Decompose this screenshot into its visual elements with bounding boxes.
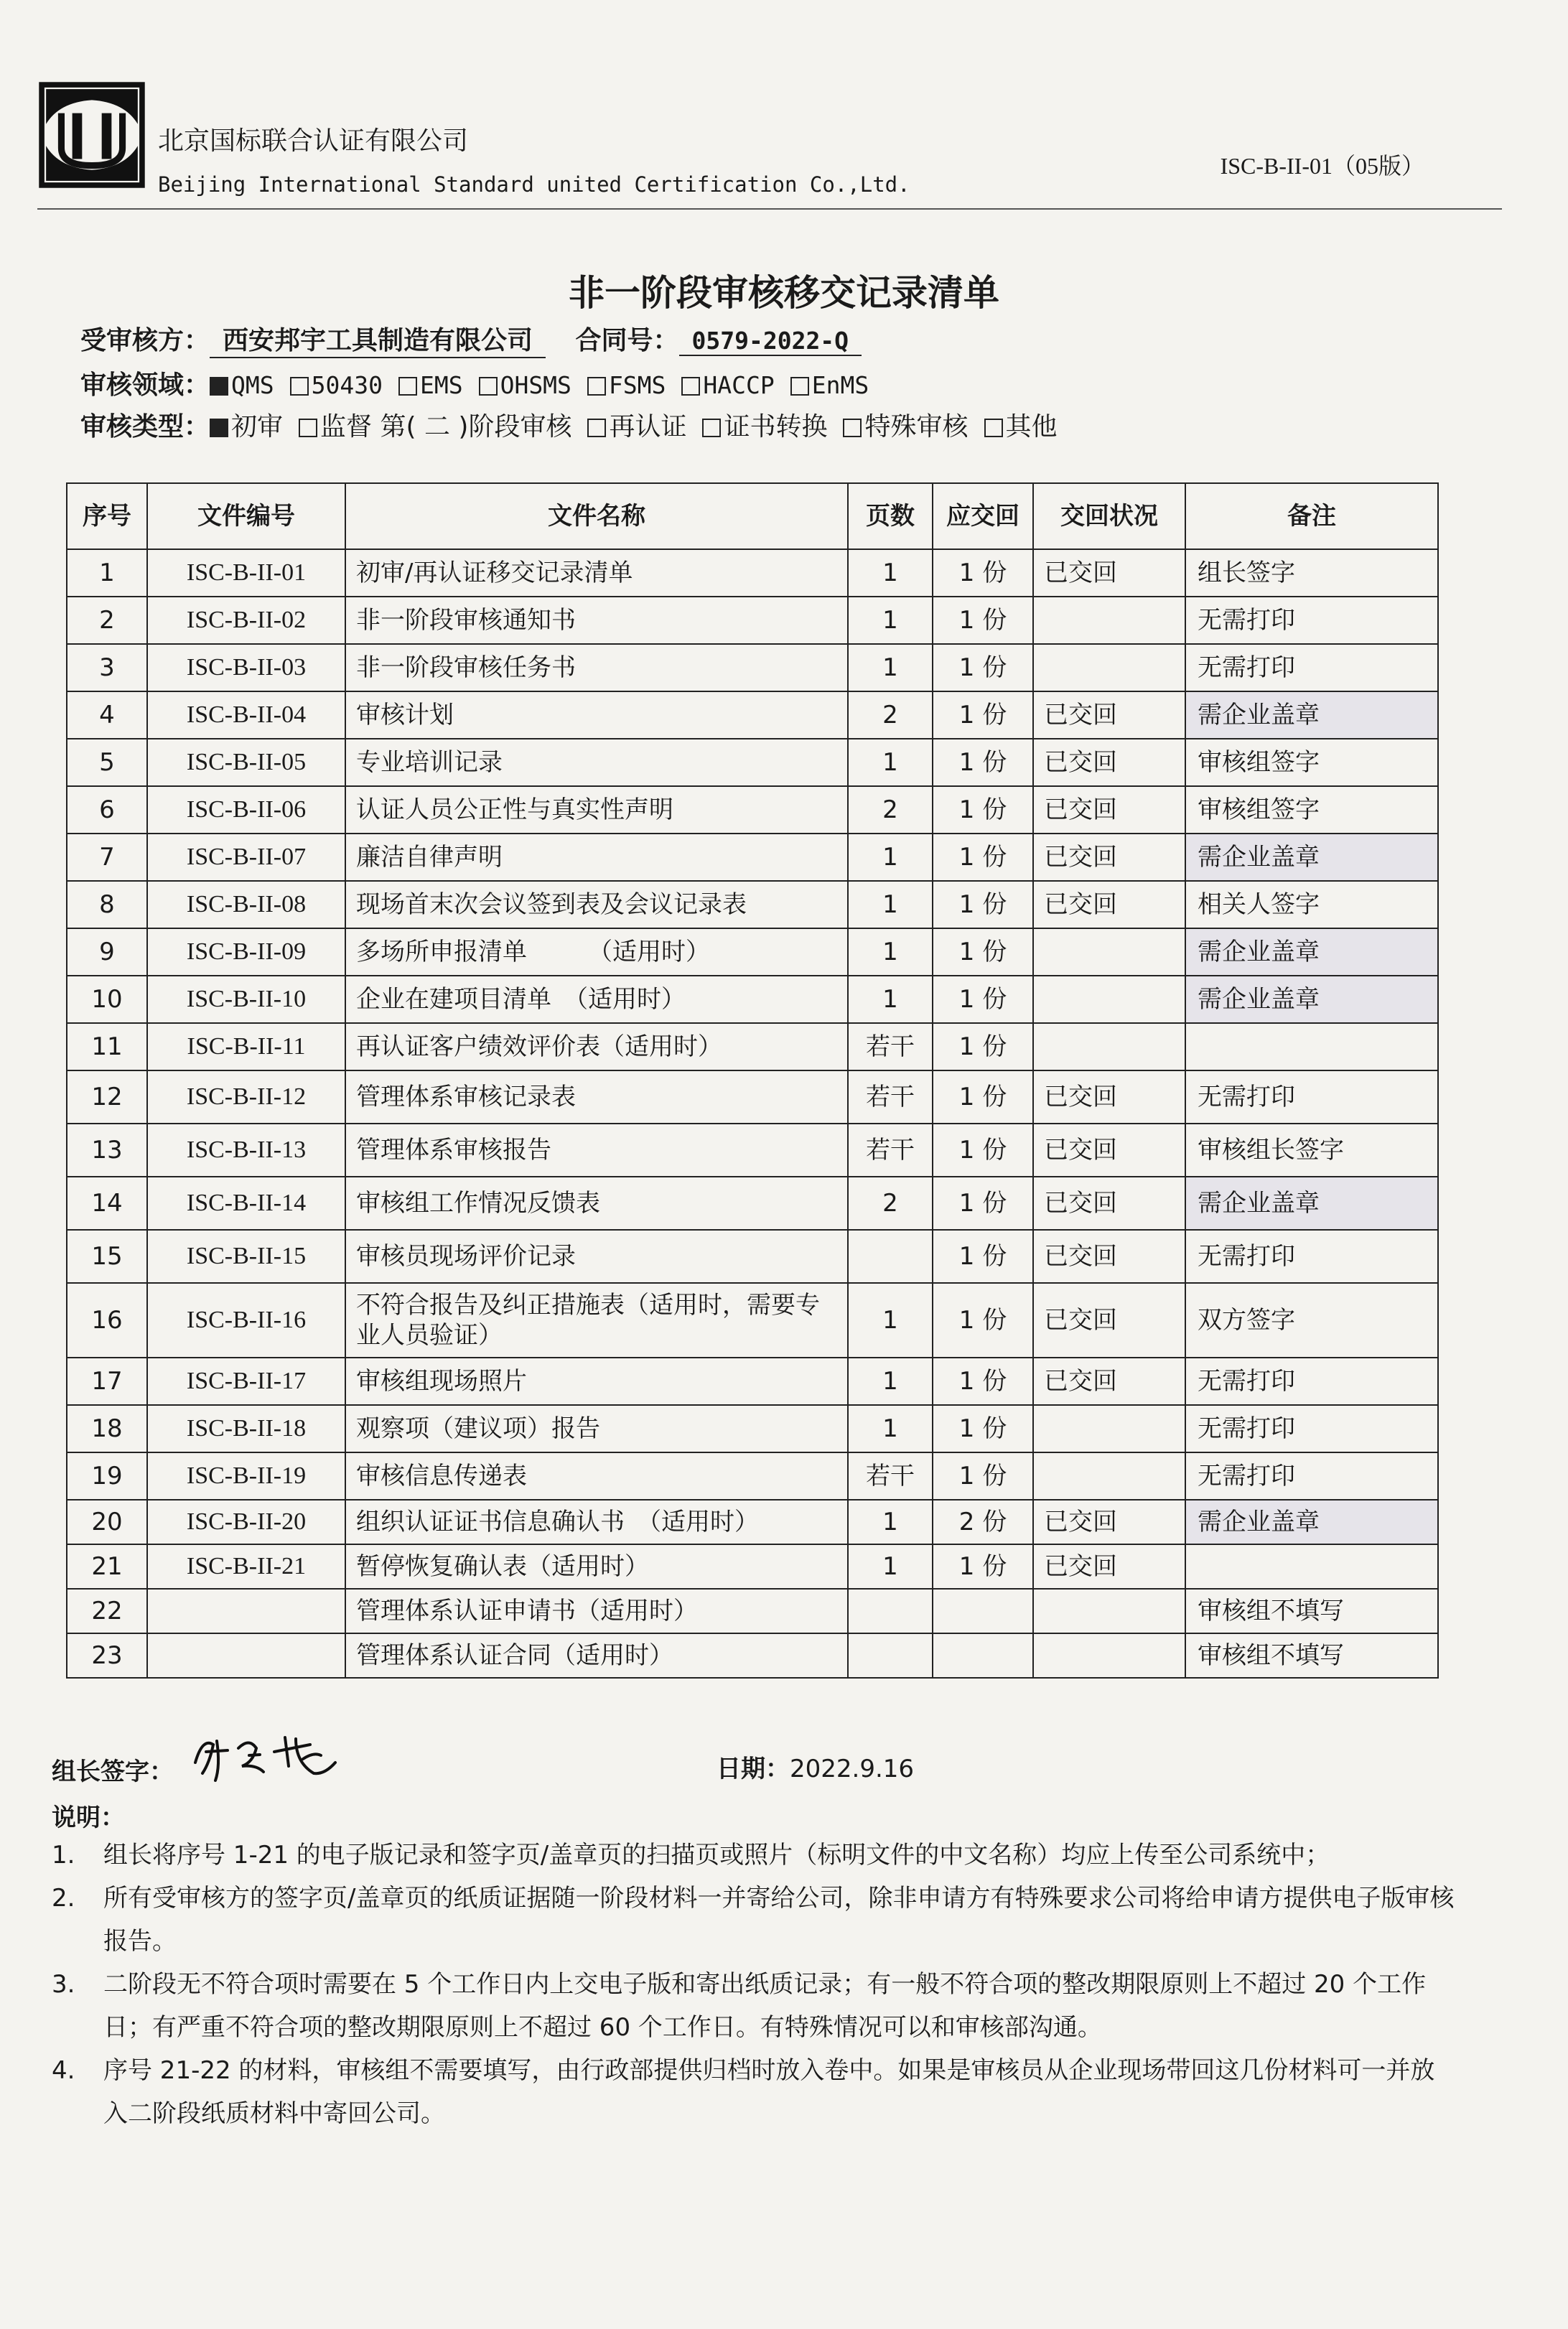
file-code-cell: ISC-B-II-21 [147, 1544, 345, 1589]
remark-cell: 无需打印 [1185, 1230, 1438, 1283]
file-name-cell: 管理体系审核报告 [345, 1124, 848, 1177]
form-code: ISC-B-II-01（05版） [1220, 153, 1424, 179]
file-name-cell: 审核计划 [345, 691, 848, 739]
audit_field-option-label: HACCP [703, 371, 775, 399]
page-count-cell: 1 [848, 549, 933, 597]
file-code-cell: ISC-B-II-08 [147, 881, 345, 928]
audit_field-option-label: 50430 [311, 371, 383, 399]
file-code-cell: ISC-B-II-06 [147, 786, 345, 834]
note-text: 二阶段无不符合项时需要在 5 个工作日内上交电子版和寄出纸质记录；有一般不符合项的整改期限原则上不超过 20 个工作日；有严重不符合项的整改期限原则上不超过 60 个工作日。有特殊情况可以和审核部沟通。 [103, 1970, 1427, 2042]
file-code-cell: ISC-B-II-15 [147, 1230, 345, 1283]
page-count-cell: 若干 [848, 1070, 933, 1124]
row-number-cell: 21 [67, 1544, 147, 1589]
note-text: 组长将序号 1-21 的电子版记录和签字页/盖章页的扫描页或照片（标明文件的中文名称）均应上传至公司系统中； [103, 1841, 1330, 1870]
row-number-cell: 22 [67, 1589, 147, 1633]
file-code-cell: ISC-B-II-17 [147, 1358, 345, 1405]
remark-cell: 需企业盖章 [1185, 928, 1438, 976]
table-row [67, 691, 1438, 739]
audit_field-option[interactable] [290, 370, 383, 400]
audit_type-option-label: 其他 [1005, 412, 1058, 442]
page-count-cell: 若干 [848, 1023, 933, 1070]
table-row [67, 928, 1438, 976]
audit-type-label: 审核类型： [80, 412, 210, 442]
page-count-cell: 2 [848, 786, 933, 834]
audit_type-option-label: 再认证 [609, 412, 687, 442]
file-name-cell: 初审/再认证移交记录清单 [345, 549, 848, 597]
return-status-cell [1033, 597, 1185, 644]
table-row [67, 549, 1438, 597]
audit_type-option[interactable] [702, 406, 827, 443]
page-count-cell: 1 [848, 1500, 933, 1544]
return-status-cell [1033, 928, 1185, 976]
audit_type-option[interactable] [210, 406, 283, 443]
note-number: 1. [52, 1841, 75, 1870]
company-logo-icon [37, 80, 146, 190]
file-name-cell: 审核信息传递表 [345, 1452, 848, 1500]
remark-cell: 审核组不填写 [1185, 1589, 1438, 1633]
row-number-cell: 8 [67, 881, 147, 928]
page-count-cell: 若干 [848, 1124, 933, 1177]
empty-box-icon[interactable] [681, 377, 700, 396]
return-status-cell: 已交回 [1033, 786, 1185, 834]
copies-due-cell: 1 份 [933, 1124, 1033, 1177]
row-number-cell: 5 [67, 739, 147, 786]
remark-cell: 无需打印 [1185, 1405, 1438, 1452]
table-row [67, 1070, 1438, 1124]
audit_type-option-label: 特殊审核 [864, 412, 969, 442]
file-code-cell: ISC-B-II-20 [147, 1500, 345, 1544]
page-count-cell: 1 [848, 976, 933, 1023]
page-count-cell: 1 [848, 597, 933, 644]
auditee-label: 受审核方： [80, 326, 210, 355]
copies-due-cell: 1 份 [933, 1358, 1033, 1405]
audit-field-row [80, 365, 885, 401]
row-number-cell: 11 [67, 1023, 147, 1070]
row-number-cell: 9 [67, 928, 147, 976]
page-count-cell: 1 [848, 928, 933, 976]
remark-cell: 组长签字 [1185, 549, 1438, 597]
audit_type-option[interactable] [299, 406, 571, 443]
remark-cell: 需企业盖章 [1185, 976, 1438, 1023]
return-status-cell: 已交回 [1033, 1544, 1185, 1589]
remark-cell: 双方签字 [1185, 1283, 1438, 1358]
file-name-cell: 管理体系认证申请书（适用时） [345, 1589, 848, 1633]
row-number-cell: 19 [67, 1452, 147, 1500]
return-status-cell: 已交回 [1033, 1070, 1185, 1124]
remark-cell: 相关人签字 [1185, 881, 1438, 928]
copies-due-cell: 1 份 [933, 1452, 1033, 1500]
row-number-cell: 6 [67, 786, 147, 834]
copies-due-cell: 1 份 [933, 1405, 1033, 1452]
return-status-cell [1033, 1405, 1185, 1452]
return-status-cell [1033, 1023, 1185, 1070]
row-number-cell: 1 [67, 549, 147, 597]
page-count-cell: 1 [848, 834, 933, 881]
remark-cell: 需企业盖章 [1185, 691, 1438, 739]
row-number-cell: 12 [67, 1070, 147, 1124]
page-count-cell: 若干 [848, 1452, 933, 1500]
copies-due-cell: 1 份 [933, 928, 1033, 976]
table-row [67, 786, 1438, 834]
empty-box-icon[interactable] [790, 377, 809, 396]
file-name-cell: 现场首末次会议签到表及会议记录表 [345, 881, 848, 928]
file-name-cell: 暂停恢复确认表（适用时） [345, 1544, 848, 1589]
audit_type-option-label: 监督 第( 二 )阶段审核 [320, 412, 572, 442]
column-header: 文件名称 [345, 483, 848, 549]
copies-due-cell: 1 份 [933, 976, 1033, 1023]
remark-cell: 审核组签字 [1185, 786, 1438, 834]
row-number-cell: 4 [67, 691, 147, 739]
table-row [67, 1633, 1438, 1678]
remark-cell [1185, 1023, 1438, 1070]
copies-due-cell: 1 份 [933, 597, 1033, 644]
return-status-cell: 已交回 [1033, 1358, 1185, 1405]
note-item [52, 1834, 1459, 1877]
audit_type-option-label: 证书转换 [724, 412, 828, 442]
return-status-cell [1033, 1633, 1185, 1678]
copies-due-cell: 1 份 [933, 691, 1033, 739]
note-number: 4. [52, 2056, 75, 2085]
remark-cell [1185, 1544, 1438, 1589]
file-code-cell [147, 1633, 345, 1678]
checked-box-icon[interactable] [210, 377, 228, 396]
file-name-cell: 廉洁自律声明 [345, 834, 848, 881]
page-count-cell: 1 [848, 1283, 933, 1358]
file-code-cell: ISC-B-II-11 [147, 1023, 345, 1070]
page-count-cell: 2 [848, 691, 933, 739]
file-code-cell: ISC-B-II-04 [147, 691, 345, 739]
table-row [67, 1452, 1438, 1500]
page-count-cell: 1 [848, 1544, 933, 1589]
row-number-cell: 23 [67, 1633, 147, 1678]
table-row [67, 1283, 1438, 1358]
note-number: 2. [52, 1884, 75, 1913]
note-item [52, 1877, 1459, 1963]
copies-due-cell: 1 份 [933, 1544, 1033, 1589]
table-row [67, 834, 1438, 881]
page-count-cell: 1 [848, 1405, 933, 1452]
signature-label: 组长签字： [52, 1758, 174, 1786]
empty-box-icon[interactable] [984, 419, 1003, 437]
audit-type-row [80, 406, 1073, 443]
file-code-cell: ISC-B-II-13 [147, 1124, 345, 1177]
row-number-cell: 2 [67, 597, 147, 644]
copies-due-cell: 1 份 [933, 1283, 1033, 1358]
empty-box-icon[interactable] [479, 377, 498, 396]
audit_field-option[interactable] [398, 370, 463, 400]
note-item [52, 2049, 1459, 2135]
audit_field-option[interactable] [210, 370, 274, 400]
file-code-cell: ISC-B-II-10 [147, 976, 345, 1023]
remark-cell: 审核组长签字 [1185, 1124, 1438, 1177]
file-name-cell: 管理体系认证合同（适用时） [345, 1633, 848, 1678]
audit_field-option-label: FSMS [608, 371, 666, 399]
copies-due-cell [933, 1589, 1033, 1633]
file-code-cell: ISC-B-II-05 [147, 739, 345, 786]
table-row [67, 1230, 1438, 1283]
file-name-cell: 专业培训记录 [345, 739, 848, 786]
return-status-cell [1033, 1452, 1185, 1500]
file-name-cell: 非一阶段审核任务书 [345, 644, 848, 691]
remark-cell: 审核组签字 [1185, 739, 1438, 786]
file-name-cell: 审核员现场评价记录 [345, 1230, 848, 1283]
row-number-cell: 13 [67, 1124, 147, 1177]
return-status-cell: 已交回 [1033, 1177, 1185, 1230]
copies-due-cell [933, 1633, 1033, 1678]
remark-cell: 无需打印 [1185, 597, 1438, 644]
table-row [67, 1358, 1438, 1405]
file-code-cell: ISC-B-II-18 [147, 1405, 345, 1452]
remark-cell: 无需打印 [1185, 644, 1438, 691]
date-value: 2022.9.16 [790, 1755, 915, 1783]
note-text: 所有受审核方的签字页/盖章页的纸质证据随一阶段材料一并寄给公司，除非申请方有特殊要求公司将给申请方提供电子版审核报告。 [103, 1884, 1455, 1956]
table-row [67, 1177, 1438, 1230]
return-status-cell: 已交回 [1033, 739, 1185, 786]
file-code-cell: ISC-B-II-03 [147, 644, 345, 691]
empty-box-icon[interactable] [299, 419, 317, 437]
remark-cell: 无需打印 [1185, 1358, 1438, 1405]
page-count-cell [848, 1230, 933, 1283]
empty-box-icon[interactable] [702, 419, 721, 437]
return-status-cell: 已交回 [1033, 549, 1185, 597]
row-number-cell: 20 [67, 1500, 147, 1544]
column-header: 页数 [848, 483, 933, 549]
remark-cell: 审核组不填写 [1185, 1633, 1438, 1678]
page-count-cell: 2 [848, 1177, 933, 1230]
table-row [67, 976, 1438, 1023]
copies-due-cell: 1 份 [933, 1023, 1033, 1070]
column-header: 备注 [1185, 483, 1438, 549]
table-row [67, 644, 1438, 691]
row-number-cell: 16 [67, 1283, 147, 1358]
note-text: 序号 21-22 的材料，审核组不需要填写，由行政部提供归档时放入卷中。如果是审核员从企业现场带回这几份材料可一并放入二阶段纸质材料中寄回公司。 [103, 2056, 1435, 2128]
copies-due-cell: 2 份 [933, 1500, 1033, 1544]
table-row [67, 1500, 1438, 1544]
copies-due-cell: 1 份 [933, 786, 1033, 834]
column-header: 序号 [67, 483, 147, 549]
page-count-cell: 1 [848, 644, 933, 691]
page-count-cell [848, 1589, 933, 1633]
page-count-cell: 1 [848, 881, 933, 928]
file-code-cell: ISC-B-II-07 [147, 834, 345, 881]
file-code-cell: ISC-B-II-19 [147, 1452, 345, 1500]
return-status-cell [1033, 644, 1185, 691]
file-name-cell: 非一阶段审核通知书 [345, 597, 848, 644]
date-label: 日期： [717, 1755, 790, 1783]
empty-box-icon[interactable] [290, 377, 309, 396]
empty-box-icon[interactable] [843, 419, 862, 437]
copies-due-cell: 1 份 [933, 881, 1033, 928]
header-divider [37, 208, 1502, 210]
return-status-cell: 已交回 [1033, 1283, 1185, 1358]
checked-box-icon[interactable] [210, 419, 228, 437]
table-row [67, 1405, 1438, 1452]
return-status-cell: 已交回 [1033, 1500, 1185, 1544]
remark-cell: 需企业盖章 [1185, 834, 1438, 881]
table-row [67, 1023, 1438, 1070]
audit_type-option[interactable] [984, 406, 1058, 443]
file-name-cell: 审核组现场照片 [345, 1358, 848, 1405]
date-field [717, 1749, 914, 1784]
table-header-row [67, 483, 1438, 549]
file-name-cell: 管理体系审核记录表 [345, 1070, 848, 1124]
contract-value: 0579-2022-Q [679, 327, 862, 356]
file-name-cell: 不符合报告及纠正措施表（适用时，需要专业人员验证） [345, 1283, 848, 1358]
leader-signature [188, 1723, 346, 1788]
row-number-cell: 18 [67, 1405, 147, 1452]
records-table [66, 482, 1439, 1679]
note-number: 3. [52, 1970, 75, 1999]
file-code-cell: ISC-B-II-02 [147, 597, 345, 644]
table-row [67, 881, 1438, 928]
page-count-cell: 1 [848, 739, 933, 786]
row-number-cell: 10 [67, 976, 147, 1023]
company-name-en: Beijing International Standard united Certification Co.,Ltd. [158, 172, 910, 197]
file-name-cell: 审核组工作情况反馈表 [345, 1177, 848, 1230]
column-header: 交回状况 [1033, 483, 1185, 549]
file-name-cell: 企业在建项目清单 （适用时） [345, 976, 848, 1023]
audit_field-option-label: EMS [419, 371, 463, 399]
audit-field-label: 审核领域： [80, 370, 210, 400]
return-status-cell: 已交回 [1033, 1124, 1185, 1177]
table-row [67, 1589, 1438, 1633]
copies-due-cell: 1 份 [933, 1177, 1033, 1230]
document-title: 非一阶段审核移交记录清单 [569, 272, 999, 314]
remark-cell: 无需打印 [1185, 1452, 1438, 1500]
audit_field-option-label: EnMS [811, 371, 869, 399]
return-status-cell [1033, 976, 1185, 1023]
column-header: 应交回 [933, 483, 1033, 549]
file-name-cell: 多场所申报清单 （适用时） [345, 928, 848, 976]
note-item [52, 1963, 1459, 2049]
file-name-cell: 观察项（建议项）报告 [345, 1405, 848, 1452]
file-name-cell: 认证人员公正性与真实性声明 [345, 786, 848, 834]
page-count-cell [848, 1633, 933, 1678]
return-status-cell: 已交回 [1033, 691, 1185, 739]
audit_field-option[interactable] [479, 370, 571, 400]
empty-box-icon[interactable] [587, 419, 606, 437]
copies-due-cell: 1 份 [933, 834, 1033, 881]
file-code-cell [147, 1589, 345, 1633]
return-status-cell: 已交回 [1033, 881, 1185, 928]
page-count-cell: 1 [848, 1358, 933, 1405]
table-row [67, 739, 1438, 786]
auditee-value: 西安邦宇工具制造有限公司 [210, 320, 546, 358]
audit_field-option[interactable] [790, 370, 869, 400]
auditee-row [80, 320, 883, 358]
row-number-cell: 14 [67, 1177, 147, 1230]
row-number-cell: 7 [67, 834, 147, 881]
row-number-cell: 3 [67, 644, 147, 691]
notes-title: 说明： [52, 1803, 125, 1832]
file-code-cell: ISC-B-II-16 [147, 1283, 345, 1358]
row-number-cell: 17 [67, 1358, 147, 1405]
audit_field-option-label: OHSMS [500, 371, 571, 399]
audit_type-option[interactable] [843, 406, 968, 443]
copies-due-cell: 1 份 [933, 1230, 1033, 1283]
copies-due-cell: 1 份 [933, 1070, 1033, 1124]
copies-due-cell: 1 份 [933, 549, 1033, 597]
return-status-cell: 已交回 [1033, 1230, 1185, 1283]
row-number-cell: 15 [67, 1230, 147, 1283]
remark-cell: 需企业盖章 [1185, 1500, 1438, 1544]
audit_field-option[interactable] [587, 370, 666, 400]
table-row [67, 1124, 1438, 1177]
column-header: 文件编号 [147, 483, 345, 549]
file-code-cell: ISC-B-II-14 [147, 1177, 345, 1230]
file-code-cell: ISC-B-II-12 [147, 1070, 345, 1124]
remark-cell: 无需打印 [1185, 1070, 1438, 1124]
file-name-cell: 再认证客户绩效评价表（适用时） [345, 1023, 848, 1070]
contract-label: 合同号： [575, 326, 679, 355]
file-name-cell: 组织认证证书信息确认书 （适用时） [345, 1500, 848, 1544]
empty-box-icon[interactable] [398, 377, 417, 396]
return-status-cell [1033, 1589, 1185, 1633]
file-code-cell: ISC-B-II-09 [147, 928, 345, 976]
table-row [67, 597, 1438, 644]
audit_field-option[interactable] [681, 370, 774, 400]
audit_field-option-label: QMS [231, 371, 274, 399]
audit_type-option-label: 初审 [231, 412, 284, 442]
return-status-cell: 已交回 [1033, 834, 1185, 881]
audit_type-option[interactable] [587, 406, 686, 443]
copies-due-cell: 1 份 [933, 739, 1033, 786]
remark-cell: 需企业盖章 [1185, 1177, 1438, 1230]
company-name-cn: 北京国标联合认证有限公司 [158, 126, 469, 156]
copies-due-cell: 1 份 [933, 644, 1033, 691]
notes-list [52, 1834, 1459, 2135]
empty-box-icon[interactable] [587, 377, 606, 396]
table-row [67, 1544, 1438, 1589]
file-code-cell: ISC-B-II-01 [147, 549, 345, 597]
